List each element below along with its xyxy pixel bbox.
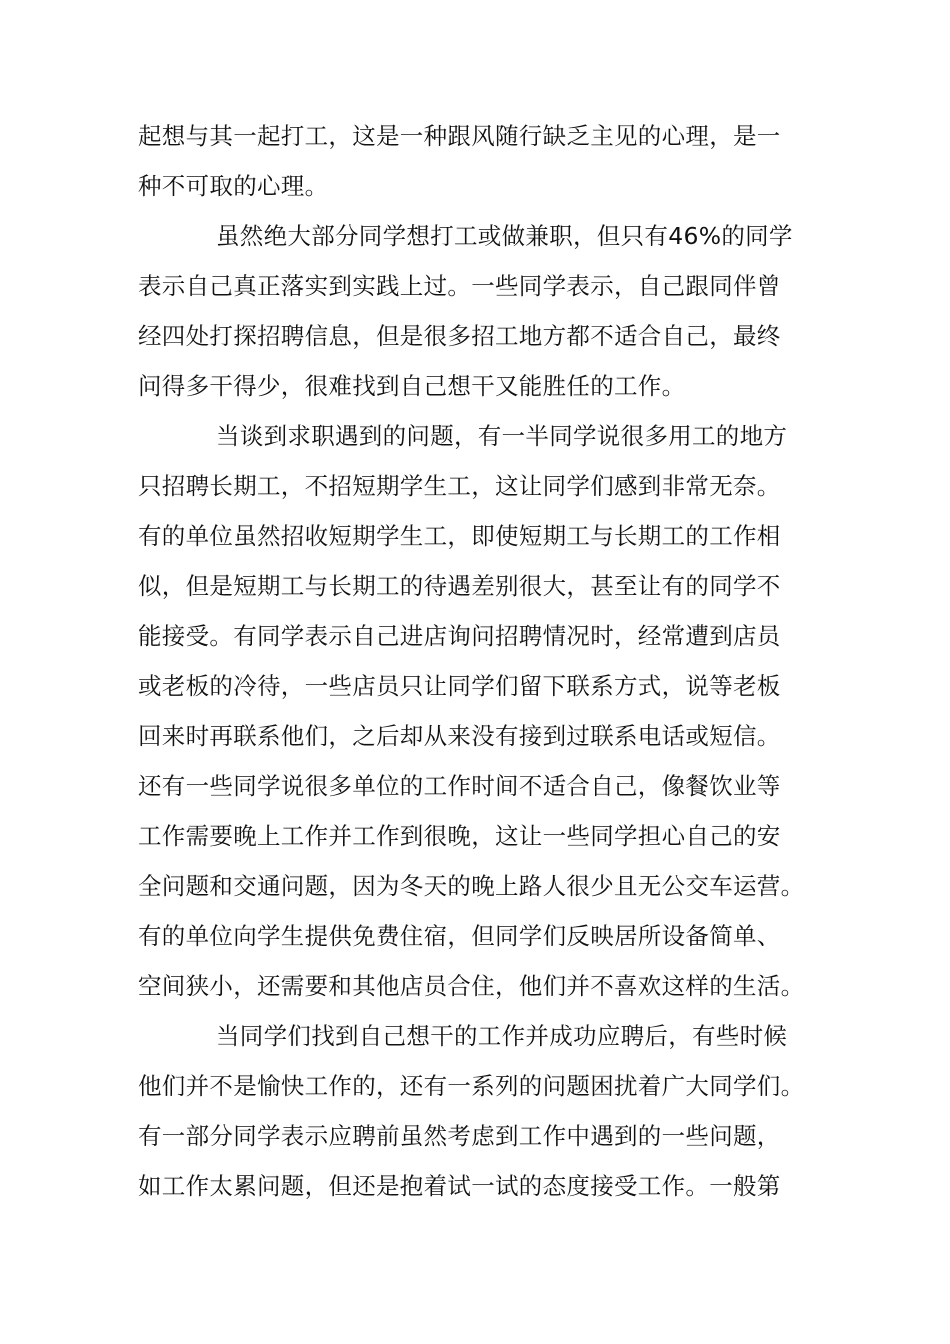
text-line: 问得多干得少，很难找到自己想干又能胜任的工作。: [138, 372, 686, 400]
text-line: 经四处打探招聘信息，但是很多招工地方都不适合自己，最终: [138, 322, 781, 350]
text-line: 有的单位向学生提供免费住宿，但同学们反映居所设备简单、: [138, 922, 781, 950]
text-line: 有的单位虽然招收短期学生工，即使短期工与长期工的工作相: [138, 522, 781, 550]
text-line: 如工作太累问题，但还是抱着试一试的态度接受工作。一般第: [138, 1172, 781, 1200]
paragraph-start-line: 虽然绝大部分同学想打工或做兼职，但只有46%的同学: [216, 222, 793, 250]
text-line: 起想与其一起打工，这是一种跟风随行缺乏主见的心理，是一: [138, 122, 781, 150]
text-line: 似，但是短期工与长期工的待遇差别很大，甚至让有的同学不: [138, 572, 781, 600]
paragraph-start-line: 当谈到求职遇到的问题，有一半同学说很多用工的地方: [216, 422, 788, 450]
text-line: 种不可取的心理。: [138, 172, 329, 200]
text-line: 能接受。有同学表示自己进店询问招聘情况时，经常遭到店员: [138, 622, 781, 650]
text-line: 还有一些同学说很多单位的工作时间不适合自己，像餐饮业等: [138, 772, 781, 800]
text-line: 只招聘长期工，不招短期学生工，这让同学们感到非常无奈。: [138, 472, 781, 500]
text-line: 表示自己真正落实到实践上过。一些同学表示，自己跟同伴曾: [138, 272, 781, 300]
text-line: 工作需要晚上工作并工作到很晚，这让一些同学担心自己的安: [138, 822, 781, 850]
text-line: 有一部分同学表示应聘前虽然考虑到工作中遇到的一些问题，: [138, 1122, 781, 1150]
text-line: 空间狭小，还需要和其他店员合住，他们并不喜欢这样的生活。: [138, 972, 805, 1000]
text-line: 回来时再联系他们，之后却从来没有接到过联系电话或短信。: [138, 722, 781, 750]
paragraph-start-line: 当同学们找到自己想干的工作并成功应聘后，有些时候: [216, 1022, 788, 1050]
text-line: 全问题和交通问题，因为冬天的晚上路人很少且无公交车运营。: [138, 872, 805, 900]
text-line: 他们并不是愉快工作的，还有一系列的问题困扰着广大同学们。: [138, 1072, 805, 1100]
text-line: 或老板的冷待，一些店员只让同学们留下联系方式，说等老板: [138, 672, 781, 700]
